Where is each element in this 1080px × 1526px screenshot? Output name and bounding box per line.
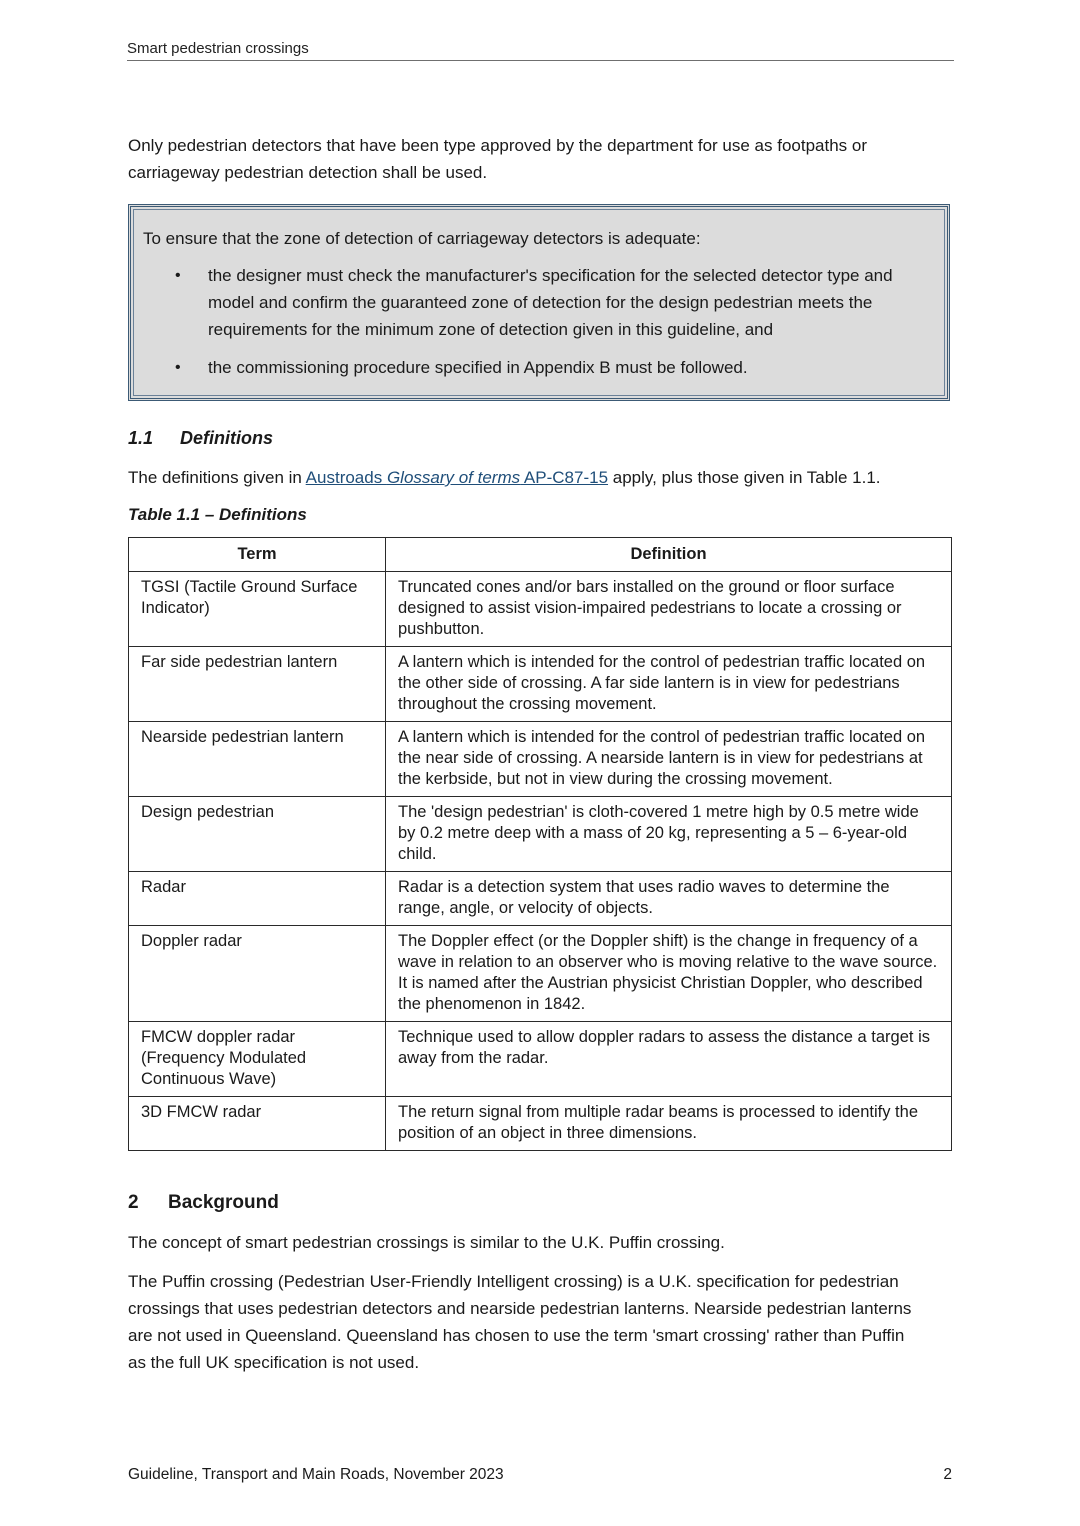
definition-cell: A lantern which is intended for the control of pedestrian traffic located on the near side of crossing. A nearside lantern is in view for pedestrians at the kerbside, but not in view during the crossing movement.: [386, 722, 952, 797]
table-row: [129, 572, 952, 647]
definition-cell: A lantern which is intended for the control of pedestrian traffic located on the other side of crossing. A far side lantern is in view for pedestrians throughout the crossing movement.: [386, 647, 952, 722]
section-title: Definitions: [180, 428, 273, 448]
callout-lead-text: To ensure that the zone of detection of carriageway detectors is adequate:: [143, 229, 701, 248]
definitions-intro-after: apply, plus those given in Table 1.1.: [608, 468, 881, 487]
callout-bullet-list: [143, 262, 937, 381]
column-header-term: Term: [129, 538, 386, 572]
table-caption: Table 1.1 – Definitions: [128, 505, 307, 524]
term-cell: Design pedestrian: [129, 797, 386, 872]
callout-bullet-text: the designer must check the manufacturer's specification for the selected detector type and model and confirm the guaranteed zone of detection for the design pedestrian meets the requirements for the minimum zone of detection given in this guideline, and: [208, 266, 893, 339]
running-header: Smart pedestrian crossings: [127, 40, 954, 61]
link-text-italic: Glossary of terms: [386, 468, 521, 487]
definitions-intro-before: The definitions given in: [128, 468, 306, 487]
background-paragraph: The concept of smart pedestrian crossings is similar to the U.K. Puffin crossing.: [128, 1233, 725, 1252]
section-number: 1.1: [128, 428, 154, 448]
background-paragraph: The Puffin crossing (Pedestrian User-Friendly Intelligent crossing) is a U.K. specification for pedestrian crossings that uses pedestrian detectors and nearside pedestrian lanterns. Nearside pedestrian lanterns are not used in Queensland. Queensland has chosen to use the term 'smart crossing' rather than Puffin as the full UK specification is not used.: [128, 1272, 912, 1372]
table-row: [129, 872, 952, 926]
table-row: [129, 1097, 952, 1151]
term-cell: Doppler radar: [129, 926, 386, 1022]
page-footer-text: Guideline, Transport and Main Roads, November 2023: [128, 1466, 504, 1483]
bullet-icon: •: [175, 359, 181, 376]
definitions-table: [128, 537, 952, 1151]
definition-cell: Technique used to allow doppler radars to assess the distance a target is away from the radar.: [386, 1022, 952, 1097]
requirement-callout-box: [128, 204, 950, 401]
page-number: 2: [943, 1466, 952, 1483]
section-heading-background: [128, 1192, 279, 1214]
section-title: Background: [168, 1192, 279, 1213]
term-cell: FMCW doppler radar (Frequency Modulated Continuous Wave): [129, 1022, 386, 1097]
definition-cell: Truncated cones and/or bars installed on the ground or floor surface designed to assist vision-impaired pedestrians to locate a crossing or pushbutton.: [386, 572, 952, 647]
definitions-intro-paragraph: [128, 466, 958, 490]
callout-bullet-item: [143, 354, 937, 381]
term-cell: Far side pedestrian lantern: [129, 647, 386, 722]
austroads-glossary-link[interactable]: [306, 468, 608, 487]
callout-bullet-item: [143, 262, 937, 343]
term-cell: TGSI (Tactile Ground Surface Indicator): [129, 572, 386, 647]
table-row: [129, 926, 952, 1022]
definition-cell: Radar is a detection system that uses radio waves to determine the range, angle, or velocity of objects.: [386, 872, 952, 926]
column-header-definition: Definition: [386, 538, 952, 572]
section-heading-definitions: [128, 428, 273, 449]
term-cell: 3D FMCW radar: [129, 1097, 386, 1151]
link-text-part: AP-C87-15: [520, 468, 609, 487]
section-number: 2: [128, 1192, 139, 1213]
term-cell: Nearside pedestrian lantern: [129, 722, 386, 797]
intro-paragraph: Only pedestrian detectors that have been type approved by the department for use as footpaths or carriageway pedestrian detection shall be used.: [128, 136, 868, 182]
definition-cell: The return signal from multiple radar beams is processed to identify the position of an object in three dimensions.: [386, 1097, 952, 1151]
bullet-icon: •: [175, 267, 181, 284]
table-row: [129, 1022, 952, 1097]
term-cell: Radar: [129, 872, 386, 926]
definition-cell: The Doppler effect (or the Doppler shift) is the change in frequency of a wave in relation to an observer who is moving relative to the wave source. It is named after the Austrian physicist Christian Doppler, who described the phenomenon in 1842.: [386, 926, 952, 1022]
table-row: [129, 797, 952, 872]
link-text-part: Austroads: [305, 468, 387, 487]
table-row: [129, 647, 952, 722]
table-row: [129, 722, 952, 797]
table-header-row: [129, 538, 952, 572]
callout-bullet-text: the commissioning procedure specified in Appendix B must be followed.: [208, 358, 748, 377]
definition-cell: The 'design pedestrian' is cloth-covered 1 metre high by 0.5 metre wide by 0.2 metre deep with a mass of 20 kg, representing a 5 – 6-year-old child.: [386, 797, 952, 872]
